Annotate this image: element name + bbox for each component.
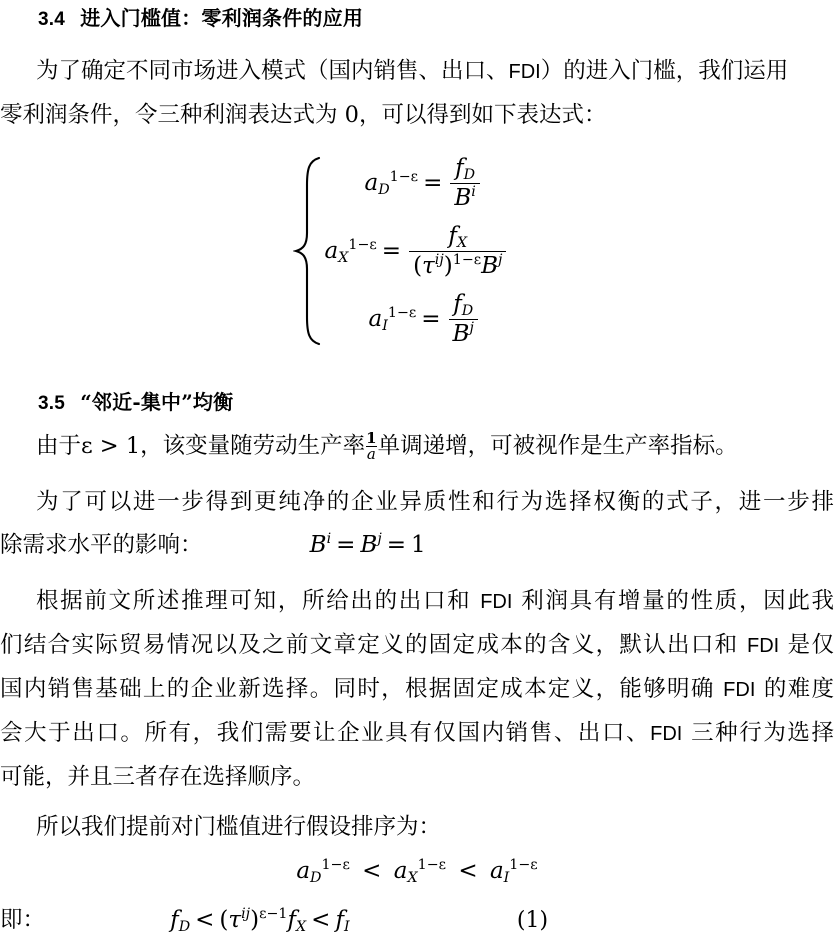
section-title: “邻近-集中”均衡 [80, 390, 234, 414]
paragraph-4-line-1 [0, 586, 834, 617]
text-run: 会大于出口。所有，我们需要让企业具有仅国内销售、出口、 [0, 720, 651, 746]
paragraph-5-line-1: 所以我们提前对门槛值进行假设排序为： [36, 814, 442, 840]
fraction-fD-over-Bi: $\frac{f_D}{B^i}$ [450, 155, 479, 211]
variable-f-D: $f_D$ [170, 907, 191, 935]
relation-equals: = [381, 238, 402, 264]
equation-system [0, 152, 834, 350]
denominator-tau-term: $(\tau^{ij})^{1-\varepsilon}B^j$ [409, 251, 506, 279]
variable-a-I: $a_I^{1-\varepsilon}$ [368, 305, 417, 334]
text-run: 由于ε > 1，该变量随劳动生产率 [36, 433, 366, 459]
paragraph-1-line-1 [0, 56, 834, 87]
equation-fixed-cost-order: $f_D < (\tau^{ij})^{\varepsilon-1}f_X < f_I$ [170, 906, 350, 935]
relation-equals: = [421, 306, 441, 332]
relation-equals: = [423, 170, 443, 196]
text-run-lead: 即： [0, 907, 46, 933]
paragraph-4-line-5: 可能，并且三者存在选择顺序。 [0, 764, 316, 790]
equation-demand-normalization: $B^i = B^j = 1$ [309, 531, 426, 558]
relation-less-than: < [311, 907, 331, 933]
variable-a-I: $a_I^{1-\varepsilon}$ [489, 857, 538, 886]
section-number: 3.5 [38, 393, 66, 414]
variable-a-D: $a_D^{1-\varepsilon}$ [364, 169, 419, 198]
section-heading-3-5 [38, 386, 233, 415]
variable-a-X: $a_X^{1-\varepsilon}$ [393, 857, 447, 886]
text-run: 的难度 [755, 676, 834, 702]
text-run: 根据前文所述推理可知，所给出的出口和 [36, 588, 481, 614]
text-run: 是仅 [779, 632, 834, 658]
text-run-fdi: FDI [480, 591, 513, 613]
text-run: ）的进入门槛，我们运用 [540, 58, 789, 84]
fraction-fX-over-tau-Bj: $\frac{f_X}{(\tau^{ij})^{1-\varepsilon}B^j}$ [409, 223, 506, 279]
text-run: 国内销售基础上的企业新选择。同时，根据固定成本定义，能够明确 [0, 676, 724, 702]
text-run-fdi: FDI [650, 723, 683, 745]
equation-row-domestic [325, 152, 510, 214]
brace-spacer [509, 152, 541, 350]
inline-fraction-one-over-a: $\frac{1}{a}$ [366, 429, 377, 464]
relation-less-than: < [362, 858, 382, 884]
variable-tau: τ [228, 907, 242, 933]
equation-number: (1) [516, 908, 549, 933]
variable-f-X: $f_X$ [287, 907, 307, 935]
paragraph-4-line-2 [0, 630, 834, 661]
relation-less-than: < [458, 858, 478, 884]
equation-1-line [0, 905, 834, 936]
section-heading-3-4 [38, 2, 363, 31]
text-run: 为了确定不同市场进入模式（国内销售、出口、 [36, 58, 509, 84]
text-run-fdi: FDI [746, 635, 780, 657]
text-run: 们结合实际贸易情况以及之前文章定义的固定成本的含义，默认出口和 [0, 632, 747, 658]
text-run: 除需求水平的影响： [0, 532, 203, 558]
equation-row-export [325, 220, 510, 282]
paragraph-3-line-1: 为了可以进一步得到更纯净的企业异质性和行为选择权衡的式子，进一步排 [36, 489, 834, 515]
paragraph-4-line-4 [0, 718, 834, 749]
text-run-fdi: FDI [723, 679, 756, 701]
variable-a-X: $a_X^{1-\varepsilon}$ [324, 237, 377, 266]
paragraph-3-line-2 [0, 530, 834, 560]
paragraph-2-line-1 [0, 431, 834, 462]
equation-row-fdi [325, 288, 510, 350]
fraction-fD-over-Bj: $\frac{f_D}{B^j}$ [449, 291, 478, 347]
left-curly-brace [293, 152, 325, 350]
variable-a-D: $a_D^{1-\varepsilon}$ [296, 857, 350, 886]
text-run: 利润具有增量的性质，因此我 [512, 588, 834, 614]
section-title: 进入门槛值：零利润条件的应用 [80, 6, 364, 30]
text-run: 单调递增，可被视作是生产率指标。 [377, 433, 738, 459]
text-run-fdi: FDI [508, 61, 541, 83]
equation-rows [325, 152, 510, 350]
paragraph-1-line-2: 零利润条件，令三种利润表达式为 0，可以得到如下表达式： [0, 102, 607, 128]
paragraph-4-line-3 [0, 674, 834, 705]
text-run: 三种行为选择 [682, 720, 834, 746]
variable-f-I: $f_I$ [335, 907, 350, 935]
relation-less-than: < [195, 907, 215, 933]
equation-threshold-order [0, 858, 834, 884]
section-number: 3.4 [38, 9, 66, 30]
